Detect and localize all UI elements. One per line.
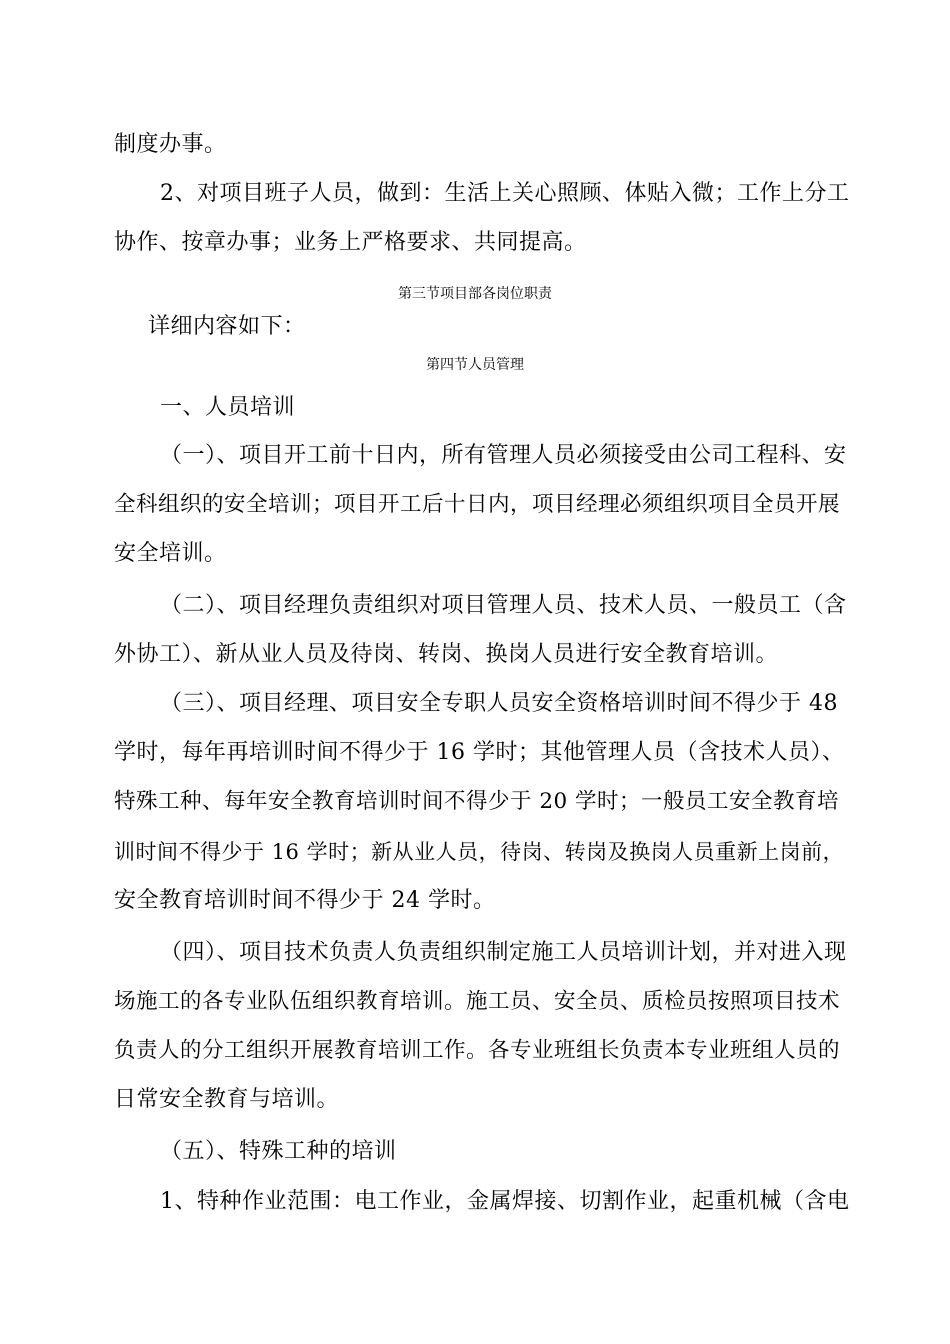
subheading: （五）、特殊工种的培训	[160, 1139, 397, 1164]
paragraph-line: 负责人的分工组织开展教育培训工作。各专业班组长负责本专业班组人员的	[114, 1038, 841, 1063]
subheading: 一、人员培训	[160, 395, 296, 420]
paragraph-line: 安全培训。	[114, 541, 227, 566]
paragraph-line: （一）、项目开工前十日内，所有管理人员必须接受由公司工程科、安	[160, 443, 847, 468]
paragraph-line: 协作、按章办事；业务上严格要求、共同提高。	[114, 230, 587, 255]
section-heading: 第三节项目部各岗位职责	[398, 286, 552, 302]
section-heading: 第四节人员管理	[426, 357, 524, 373]
paragraph-line: 全科组织的安全培训；项目开工后十日内，项目经理必须组织项目全员开展	[114, 492, 841, 517]
paragraph-line: 日常安全教育与培训。	[114, 1087, 340, 1112]
paragraph-line: 1、特种作业范围：电工作业，金属焊接、切割作业，起重机械（含电	[160, 1189, 850, 1214]
paragraph-line: 外协工）、新从业人员及待岗、转岗、换岗人员进行安全教育培训。	[114, 642, 779, 667]
paragraph-line: 安全教育培训时间不得少于 24 学时。	[114, 888, 496, 913]
paragraph-line: 2、对项目班子人员，做到：生活上关心照顾、体贴入微；工作上分工	[160, 181, 850, 206]
paragraph-line: 特殊工种、每年安全教育培训时间不得少于 20 学时；一般员工安全教育培	[114, 789, 840, 814]
paragraph-line: 制度办事。	[114, 132, 227, 157]
paragraph-line: 训时间不得少于 16 学时；新从业人员，待岗、转岗及换岗人员重新上岗前，	[114, 840, 845, 864]
paragraph-line: （四）、项目技术负责人负责组织制定施工人员培训计划，并对进入现	[160, 940, 847, 965]
paragraph-line: （三）、项目经理、项目安全专职人员安全资格培训时间不得少于 48	[160, 691, 838, 716]
paragraph-line: 学时，每年再培训时间不得少于 16 学时；其他管理人员（含技术人员）、	[114, 740, 845, 765]
paragraph-line: 详细内容如下：	[148, 314, 306, 339]
paragraph-line: （二）、项目经理负责组织对项目管理人员、技术人员、一般员工（含	[160, 593, 847, 618]
paragraph-line: 场施工的各专业队伍组织教育培训。施工员、安全员、质检员按照项目技术	[114, 989, 841, 1014]
